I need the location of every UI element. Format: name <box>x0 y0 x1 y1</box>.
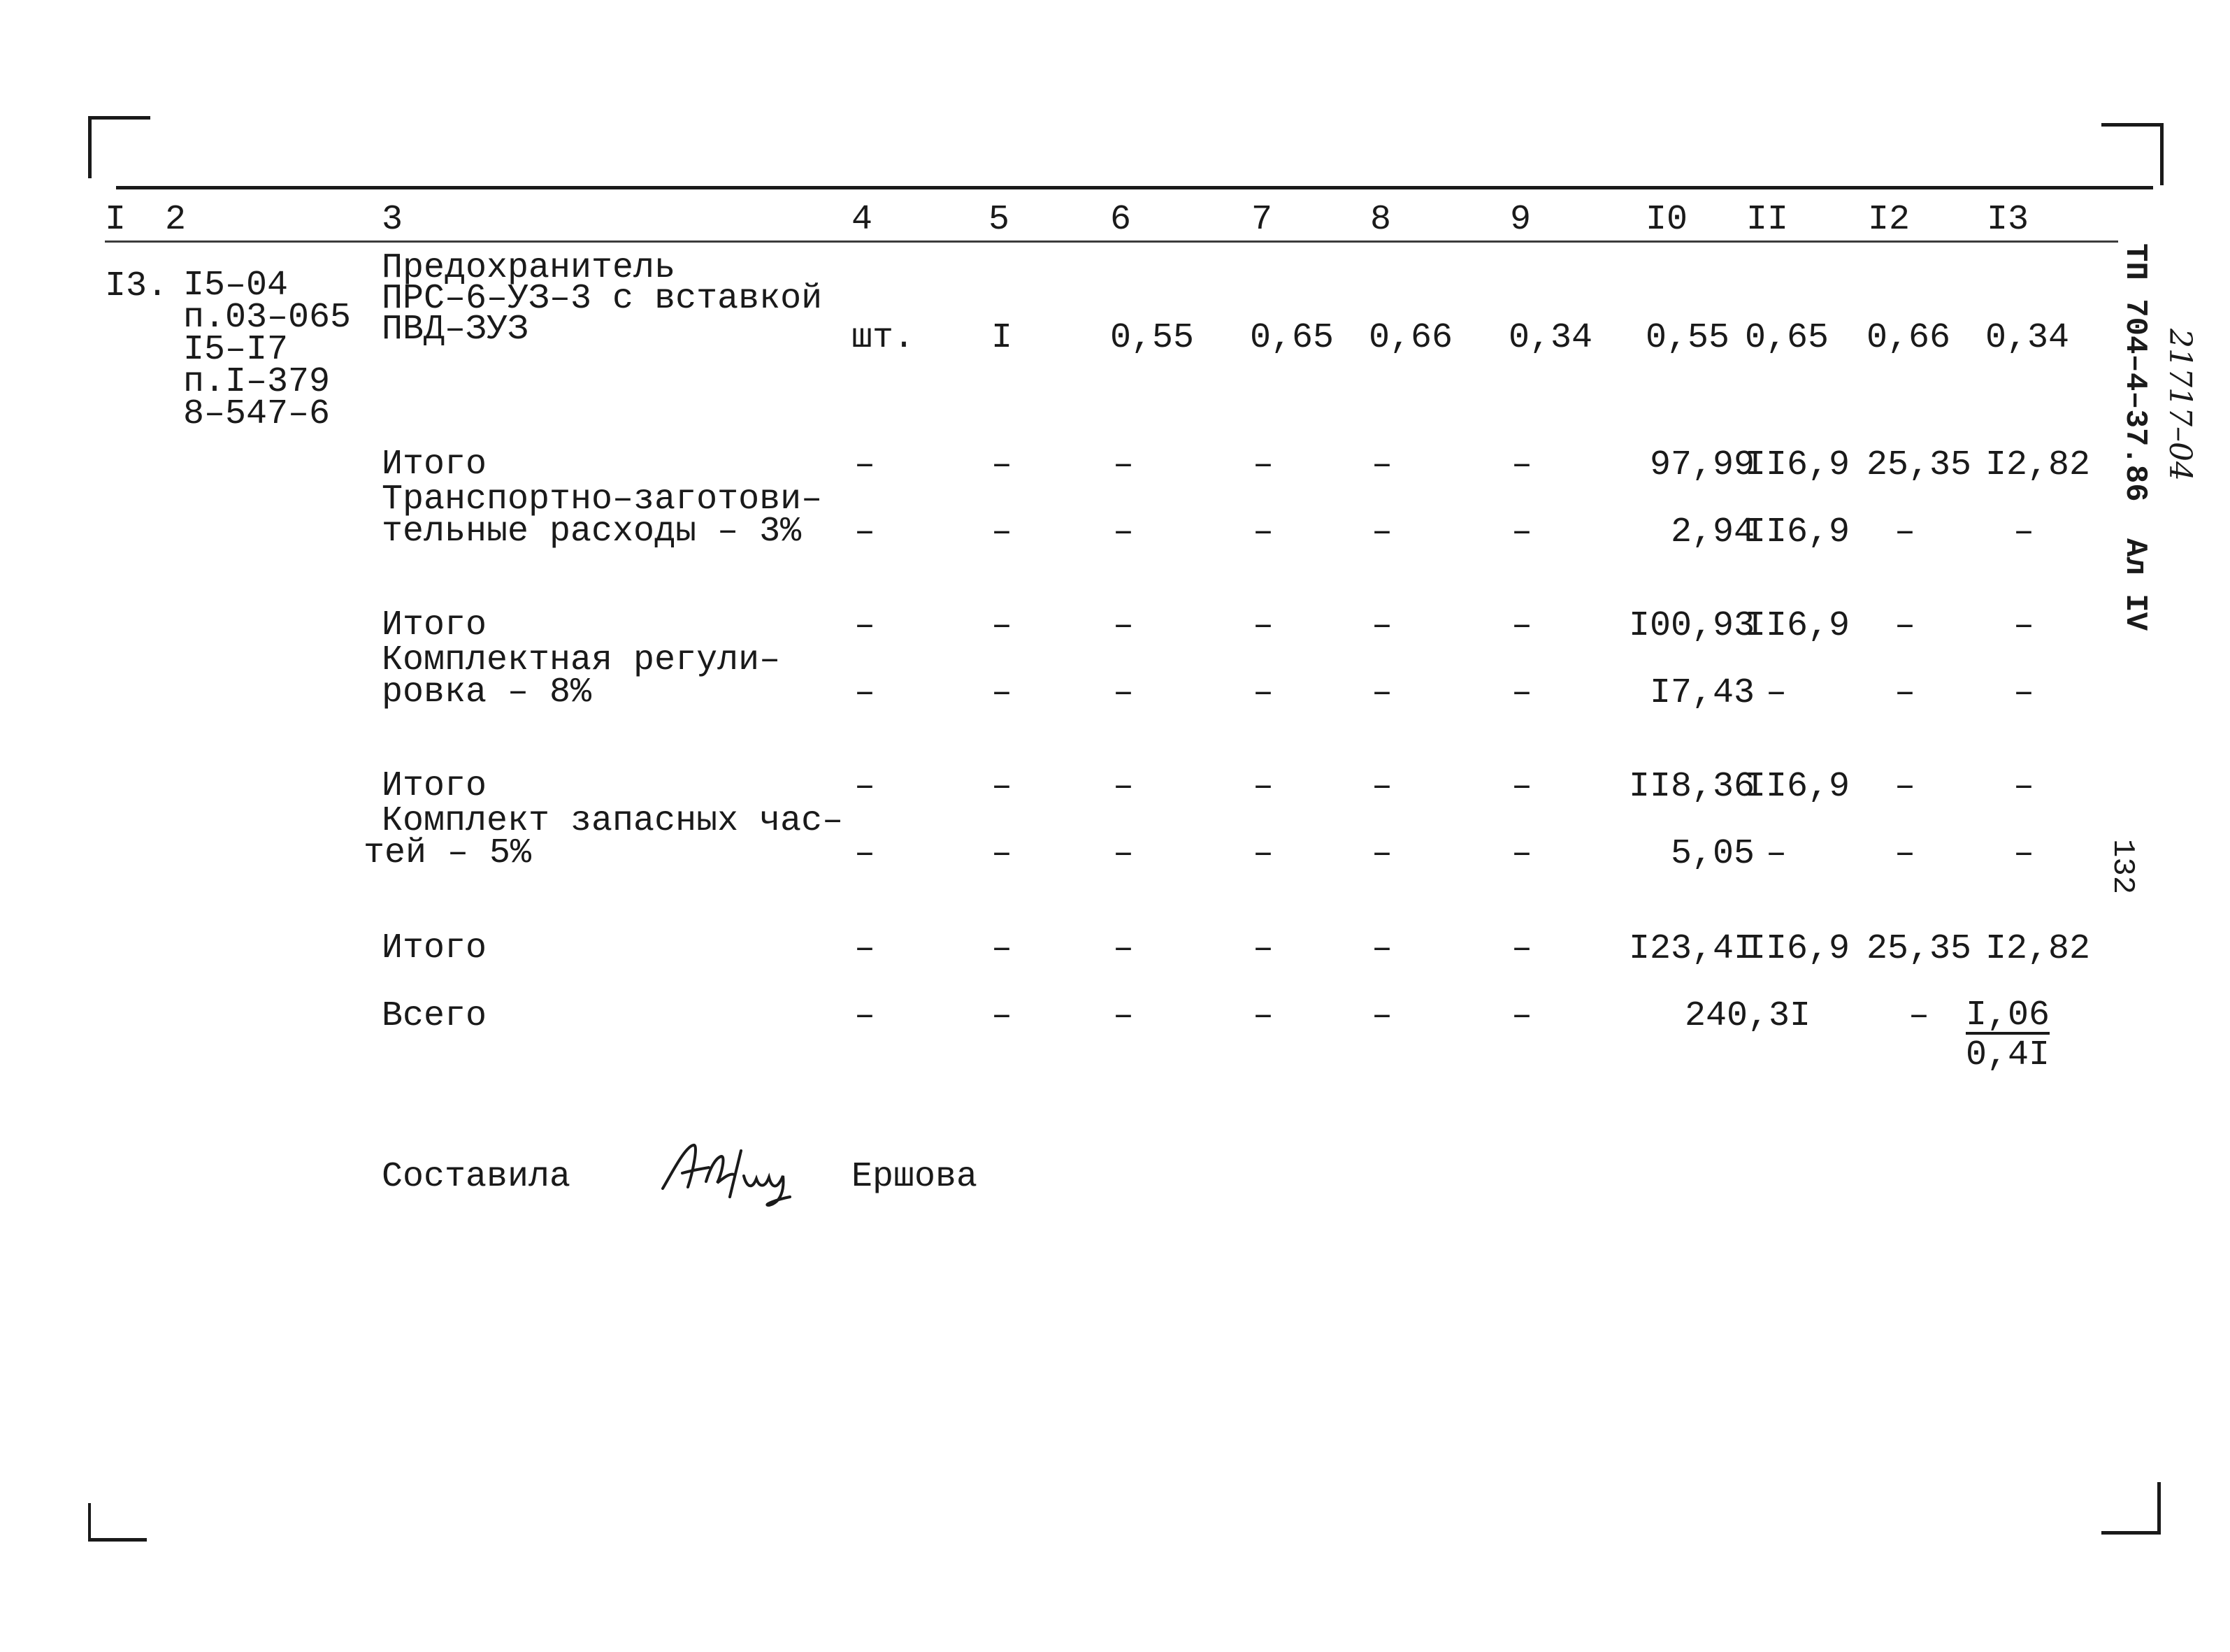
item-col-8: 0,66 <box>1369 318 1453 358</box>
summary-row-dash-col-9: – <box>1511 929 1533 969</box>
summary-row-col-12: – <box>1894 767 1916 807</box>
summary-row-col-11: II6,9 <box>1745 767 1850 807</box>
summary-row-dash-col-7: – <box>1253 834 1274 874</box>
header-bottom-rule <box>105 240 2118 243</box>
item-unit: шт. <box>851 318 915 358</box>
summary-row-dash-col-5: – <box>991 445 1013 485</box>
summary-row-dash-col-7: – <box>1253 673 1274 713</box>
summary-row-dash-col-6: – <box>1113 834 1135 874</box>
summary-row-col-13: – <box>2013 834 2035 874</box>
summary-row-dash-col-4: – <box>854 673 876 713</box>
summary-row-col-13: – <box>2013 512 2035 552</box>
item-col-6: 0,55 <box>1110 318 1195 358</box>
item-qty: I <box>991 318 1013 358</box>
summary-row-dash-col-9: – <box>1511 445 1533 485</box>
summary-row-col-11: II6,9 <box>1745 445 1850 485</box>
summary-row-dash-col-9: – <box>1511 673 1533 713</box>
item-code-line: п.I–379 <box>183 362 331 402</box>
summary-row-dash-col-7: – <box>1253 445 1274 485</box>
summary-row-dash-col-6: – <box>1113 767 1135 807</box>
summary-row-dash-col-9: – <box>1511 512 1533 552</box>
summary-row-dash-col-7: – <box>1253 767 1274 807</box>
summary-row-label-line: Итого <box>382 928 487 968</box>
summary-row-dash-col-6: – <box>1113 673 1135 713</box>
summary-row-dash-col-6: – <box>1113 606 1135 646</box>
summary-row-col-12: 25,35 <box>1866 929 1972 969</box>
item-name-line: Предохранитель <box>382 248 676 288</box>
summary-row-dash-col-4: – <box>854 445 876 485</box>
total-col-12: – <box>1908 996 1930 1036</box>
summary-row-label <box>382 640 781 712</box>
total-dash-col-8: – <box>1372 996 1393 1036</box>
total-dash-col-7: – <box>1253 996 1274 1036</box>
summary-row-col-11: – <box>1766 834 1787 874</box>
summary-row-label-line: Транспортно–заготови– <box>382 480 823 519</box>
summary-row-dash-col-9: – <box>1511 767 1533 807</box>
total-label: Всего <box>382 996 487 1036</box>
total-dash-col-5: – <box>991 996 1013 1036</box>
summary-row-col-10: 5,05 <box>1670 834 1755 874</box>
summary-row-dash-col-9: – <box>1511 834 1533 874</box>
summary-row-col-13: – <box>2013 606 2035 646</box>
signature <box>657 1133 811 1209</box>
side-doc-code: ТП 704–4–37.86 <box>2117 243 2152 502</box>
column-header-8: 8 <box>1370 200 1392 240</box>
column-header-12: I2 <box>1868 200 1911 240</box>
item-col-13: 0,34 <box>1985 318 2070 358</box>
column-header-5: 5 <box>988 200 1010 240</box>
summary-row-col-10: 97,99 <box>1649 445 1755 485</box>
summary-row-dash-col-4: – <box>854 929 876 969</box>
item-name-line: ПВД–ЗУЗ <box>382 310 529 350</box>
column-header-2: 2 <box>165 200 187 240</box>
item-col-9: 0,34 <box>1509 318 1593 358</box>
side-handwritten-number: 21717–04 <box>2162 329 2198 481</box>
summary-row-label-line: Итого <box>382 605 487 645</box>
total-dash-col-6: – <box>1113 996 1135 1036</box>
summary-row-label <box>382 480 823 552</box>
summary-row-dash-col-6: – <box>1113 929 1135 969</box>
item-code-line: I5–04 <box>183 266 289 306</box>
item-code-line: 8–547–6 <box>183 394 331 434</box>
summary-row-dash-col-5: – <box>991 929 1013 969</box>
summary-row-label <box>382 928 487 968</box>
summary-row-dash-col-8: – <box>1372 606 1393 646</box>
summary-row-dash-col-5: – <box>991 606 1013 646</box>
compiled-by-name: Ершова <box>851 1157 978 1197</box>
summary-row-dash-col-7: – <box>1253 929 1274 969</box>
frame-corner-bottom-left <box>88 1503 147 1542</box>
summary-row-col-11: II6,9 <box>1745 929 1850 969</box>
item-col-12: 0,66 <box>1866 318 1951 358</box>
summary-row-label-line: Итого <box>382 445 487 484</box>
summary-row-dash-col-6: – <box>1113 512 1135 552</box>
summary-row-col-10: II8,36 <box>1628 767 1755 807</box>
item-number: I3. <box>105 266 168 306</box>
total-col-13-denominator: 0,4I <box>1966 1035 2050 1075</box>
item-name-line: ПРС–6–УЗ–3 с вставкой <box>382 279 823 319</box>
total-col-13-fraction <box>1966 996 2050 1075</box>
summary-row-dash-col-4: – <box>854 767 876 807</box>
summary-row-col-12: 25,35 <box>1866 445 1972 485</box>
frame-corner-top-left <box>88 116 150 178</box>
summary-row-label <box>382 766 487 806</box>
summary-row-label-line: тей – 5% <box>364 833 532 873</box>
total-col-10: 240,3I <box>1685 996 1811 1036</box>
summary-row-col-13: I2,82 <box>1985 929 2091 969</box>
column-header-3: 3 <box>382 200 403 240</box>
summary-row-dash-col-9: – <box>1511 606 1533 646</box>
summary-row-dash-col-4: – <box>854 606 876 646</box>
item-col-11: 0,65 <box>1745 318 1829 358</box>
column-header-6: 6 <box>1110 200 1132 240</box>
frame-corner-bottom-right <box>2101 1482 2161 1535</box>
item-code-line: I5–I7 <box>183 330 289 370</box>
side-page-number: 132 <box>2105 839 2140 895</box>
summary-row-dash-col-4: – <box>854 834 876 874</box>
summary-row-col-10: 2,94 <box>1670 512 1755 552</box>
summary-row-label <box>364 801 844 873</box>
item-col-10: 0,55 <box>1646 318 1730 358</box>
compiled-by-label: Составила <box>382 1157 571 1197</box>
summary-row-dash-col-8: – <box>1372 673 1393 713</box>
summary-row-col-11: – <box>1766 673 1787 713</box>
summary-row-dash-col-5: – <box>991 767 1013 807</box>
summary-row-col-10: I7,43 <box>1649 673 1755 713</box>
summary-row-label <box>382 445 487 484</box>
column-header-1: I <box>105 200 127 240</box>
summary-row-label-line: Комплект запасных час– <box>382 801 844 841</box>
column-header-11: II <box>1746 200 1789 240</box>
item-codes <box>183 266 352 434</box>
summary-row-col-13: – <box>2013 767 2035 807</box>
column-header-7: 7 <box>1251 200 1273 240</box>
column-header-13: I3 <box>1987 200 2029 240</box>
summary-row-col-13: – <box>2013 673 2035 713</box>
summary-row-label <box>382 605 487 645</box>
summary-row-dash-col-6: – <box>1113 445 1135 485</box>
summary-row-dash-col-8: – <box>1372 512 1393 552</box>
summary-row-dash-col-5: – <box>991 834 1013 874</box>
summary-row-dash-col-8: – <box>1372 445 1393 485</box>
total-dash-col-4: – <box>854 996 876 1036</box>
summary-row-col-13: I2,82 <box>1985 445 2091 485</box>
summary-row-dash-col-7: – <box>1253 606 1274 646</box>
total-col-13-numerator: I,06 <box>1966 996 2050 1035</box>
header-top-rule <box>116 186 2153 189</box>
summary-row-dash-col-7: – <box>1253 512 1274 552</box>
summary-row-label-line: ровка – 8% <box>382 673 592 712</box>
summary-row-dash-col-4: – <box>854 512 876 552</box>
summary-row-col-12: – <box>1894 834 1916 874</box>
item-code-line: п.03–065 <box>183 298 352 338</box>
total-dash-col-9: – <box>1511 996 1533 1036</box>
summary-row-col-11: II6,9 <box>1745 512 1850 552</box>
summary-row-col-11: II6,9 <box>1745 606 1850 646</box>
column-header-9: 9 <box>1510 200 1532 240</box>
summary-row-dash-col-8: – <box>1372 767 1393 807</box>
column-header-10: I0 <box>1646 200 1688 240</box>
summary-row-dash-col-5: – <box>991 512 1013 552</box>
summary-row-dash-col-8: – <box>1372 929 1393 969</box>
summary-row-col-12: – <box>1894 673 1916 713</box>
side-album: Ал IV <box>2117 538 2152 631</box>
frame-corner-top-right <box>2101 123 2164 185</box>
summary-row-col-10: I23,4I <box>1628 929 1755 969</box>
summary-row-col-12: – <box>1894 606 1916 646</box>
item-col-7: 0,65 <box>1250 318 1335 358</box>
summary-row-dash-col-5: – <box>991 673 1013 713</box>
summary-row-col-12: – <box>1894 512 1916 552</box>
summary-row-col-10: I00,93 <box>1628 606 1755 646</box>
item-name <box>382 248 823 350</box>
summary-row-label-line: Итого <box>382 766 487 806</box>
column-header-4: 4 <box>851 200 873 240</box>
summary-row-label-line: Комплектная регули– <box>382 640 781 680</box>
summary-row-label-line: тельные расходы – 3% <box>382 512 802 552</box>
summary-row-dash-col-8: – <box>1372 834 1393 874</box>
